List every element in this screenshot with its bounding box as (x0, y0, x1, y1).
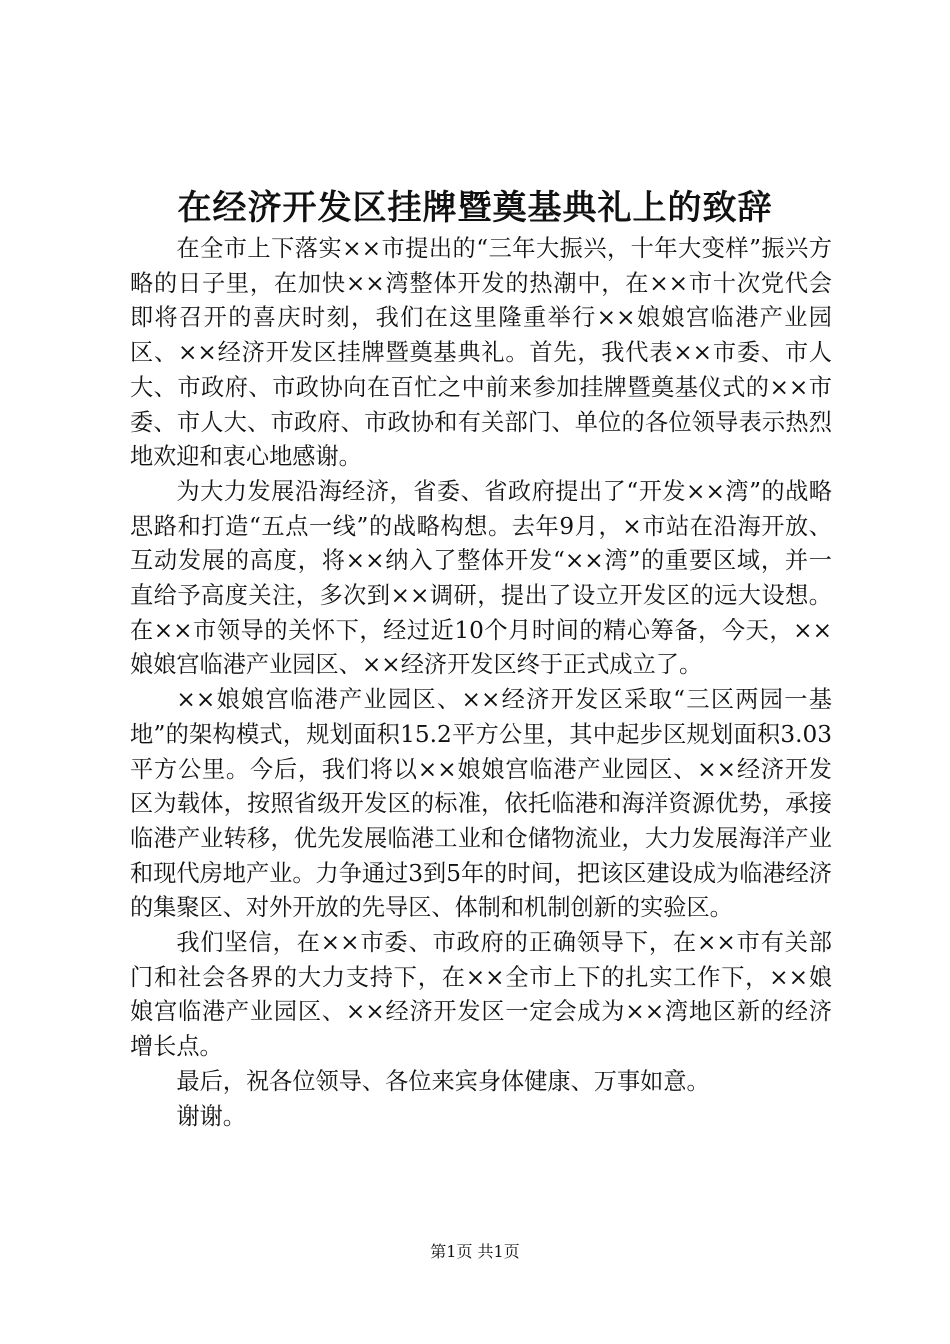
paragraph-planning: ××娘娘宫临港产业园区、××经济开发区采取“三区两园一基地”的架构模式，规划面积15.2平方公里，其中起步区规划面积3.03平方公里。今后，我们将以××娘娘宫临港产业园区、××经济开发区为载体，按照省级开发区的标准，依托临港和海洋资源优势，承接临港产业转移，优先发展临港工业和仓储物流业，大力发展海洋产业和现代房地产业。力争通过3到5年的时间，把该区建设成为临港经济的集聚区、对外开放的先导区、体制和机制创新的实验区。 (130, 686, 832, 922)
page-footer: 第1页 共1页 (430, 1242, 520, 1261)
paragraph-opening: 在全市上下落实××市提出的“三年大振兴，十年大变样”振兴方略的日子里，在加快××湾整体开发的热潮中，在××市十次党代会即将召开的喜庆时刻，我们在这里隆重举行××娘娘宫临港产业园区、××经济开发区挂牌暨奠基典礼。首先，我代表××市委、市人大、市政府、市政协向在百忙之中前来参加挂牌暨奠基仪式的××市委、市人大、市政府、市政协和有关部门、单位的各位领导表示热烈地欢迎和衷心地感谢。 (130, 235, 832, 471)
paragraph-confidence: 我们坚信，在××市委、市政府的正确领导下，在××市有关部门和社会各界的大力支持下，在××全市上下的扎实工作下，××娘娘宫临港产业园区、××经济开发区一定会成为××湾地区新的经济增长点。 (130, 929, 832, 1061)
document-body (130, 232, 832, 1134)
document-title: 在经济开发区挂牌暨奠基典礼上的致辞 (177, 188, 773, 228)
paragraph-thanks: 谢谢。 (176, 1102, 246, 1130)
paragraph-background: 为大力发展沿海经济，省委、省政府提出了“开发××湾”的战略思路和打造“五点一线”的战略构想。去年9月，×市站在沿海开放、互动发展的高度，将××纳入了整体开发“××湾”的重要区域，并一直给予高度关注，多次到××调研，提出了设立开发区的远大设想。在××市领导的关怀下，经过近10个月时间的精心筹备，今天，××娘娘宫临港产业园区、××经济开发区终于正式成立了。 (130, 477, 832, 679)
paragraph-wishes: 最后，祝各位领导、各位来宾身体健康、万事如意。 (176, 1067, 710, 1095)
